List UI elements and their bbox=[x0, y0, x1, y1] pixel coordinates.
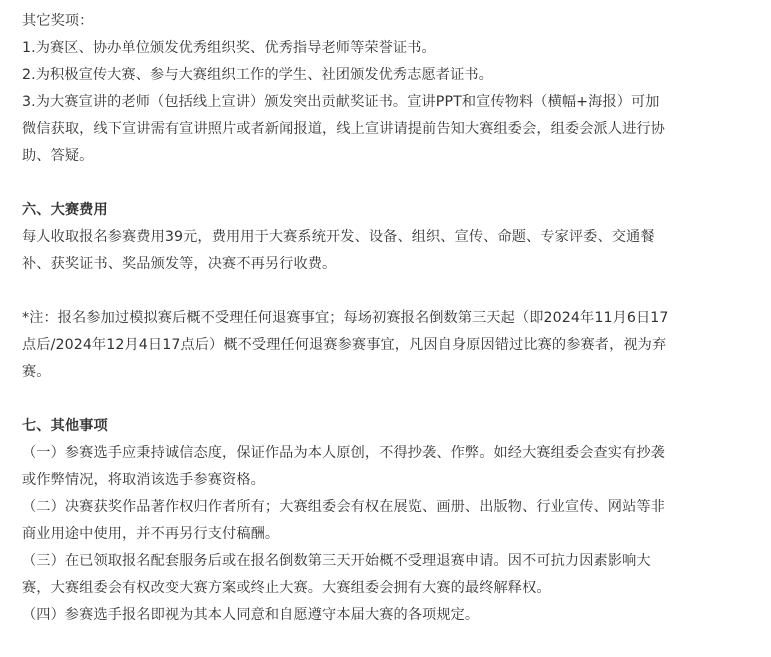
spacer bbox=[22, 386, 749, 413]
award-item-3-line-3: 助、答疑。 bbox=[22, 148, 94, 164]
award-item-2: 2.为积极宣传大赛、参与大赛组织工作的学生、社团颁发优秀志愿者证书。 bbox=[22, 67, 493, 83]
other-awards-heading: 其它奖项： bbox=[22, 13, 94, 29]
fees-paragraph-line-1: 每人收取报名参赛费用39元，费用用于大赛系统开发、设备、组织、宣传、命题、专家评委、交通餐 bbox=[22, 229, 655, 245]
award-item-3-line-2: 微信获取，线下宣讲需有宣讲照片或者新闻报道，线上宣讲请提前告知大赛组委会，组委会派人进行协 bbox=[22, 121, 665, 137]
award-item-1: 1.为赛区、协办单位颁发优秀组织奖、优秀指导老师等荣誉证书。 bbox=[22, 40, 436, 56]
matter-1-line-2: 或作弊情况，将取消该选手参赛资格。 bbox=[22, 472, 265, 488]
matter-2-line-2: 商业用途中使用，并不再另行支付稿酬。 bbox=[22, 526, 280, 542]
fees-paragraph-line-2: 补、获奖证书、奖品颁发等，决赛不再另行收费。 bbox=[22, 256, 337, 272]
note-line-3: 赛。 bbox=[22, 364, 51, 380]
award-item-3-line-1: 3.为大赛宣讲的老师（包括线上宣讲）颁发突出贡献奖证书。宣讲PPT和宣传物料（横幅+海报）可加 bbox=[22, 94, 660, 110]
spacer bbox=[22, 170, 749, 197]
spacer bbox=[22, 278, 749, 305]
other-matters-heading: 七、其他事项 bbox=[22, 418, 108, 434]
note-line-1: *注：报名参加过模拟赛后概不受理任何退赛事宜；每场初赛报名倒数第三天起（即2024年11月6日17 bbox=[22, 310, 669, 326]
note-line-2: 点后/2024年12月4日17点后）概不受理任何退赛参赛事宜，凡因自身原因错过比赛的参赛者，视为弃 bbox=[22, 337, 667, 353]
matter-4-line-1: （四）参赛选手报名即视为其本人同意和自愿遵守本届大赛的各项规定。 bbox=[22, 607, 480, 623]
fees-heading: 六、大赛费用 bbox=[22, 202, 108, 218]
matter-3-line-2: 赛，大赛组委会有权改变大赛方案或终止大赛。大赛组委会拥有大赛的最终解释权。 bbox=[22, 580, 551, 596]
matter-3-line-1: （三）在已领取报名配套服务后或在报名倒数第三天开始概不受理退赛申请。因不可抗力因素影响大 bbox=[22, 553, 651, 569]
matter-1-line-1: （一）参赛选手应秉持诚信态度，保证作品为本人原创，不得抄袭、作弊。如经大赛组委会查实有抄袭 bbox=[22, 445, 665, 461]
matter-2-line-1: （二）决赛获奖作品著作权归作者所有；大赛组委会有权在展览、画册、出版物、行业宣传、网站等非 bbox=[22, 499, 665, 515]
